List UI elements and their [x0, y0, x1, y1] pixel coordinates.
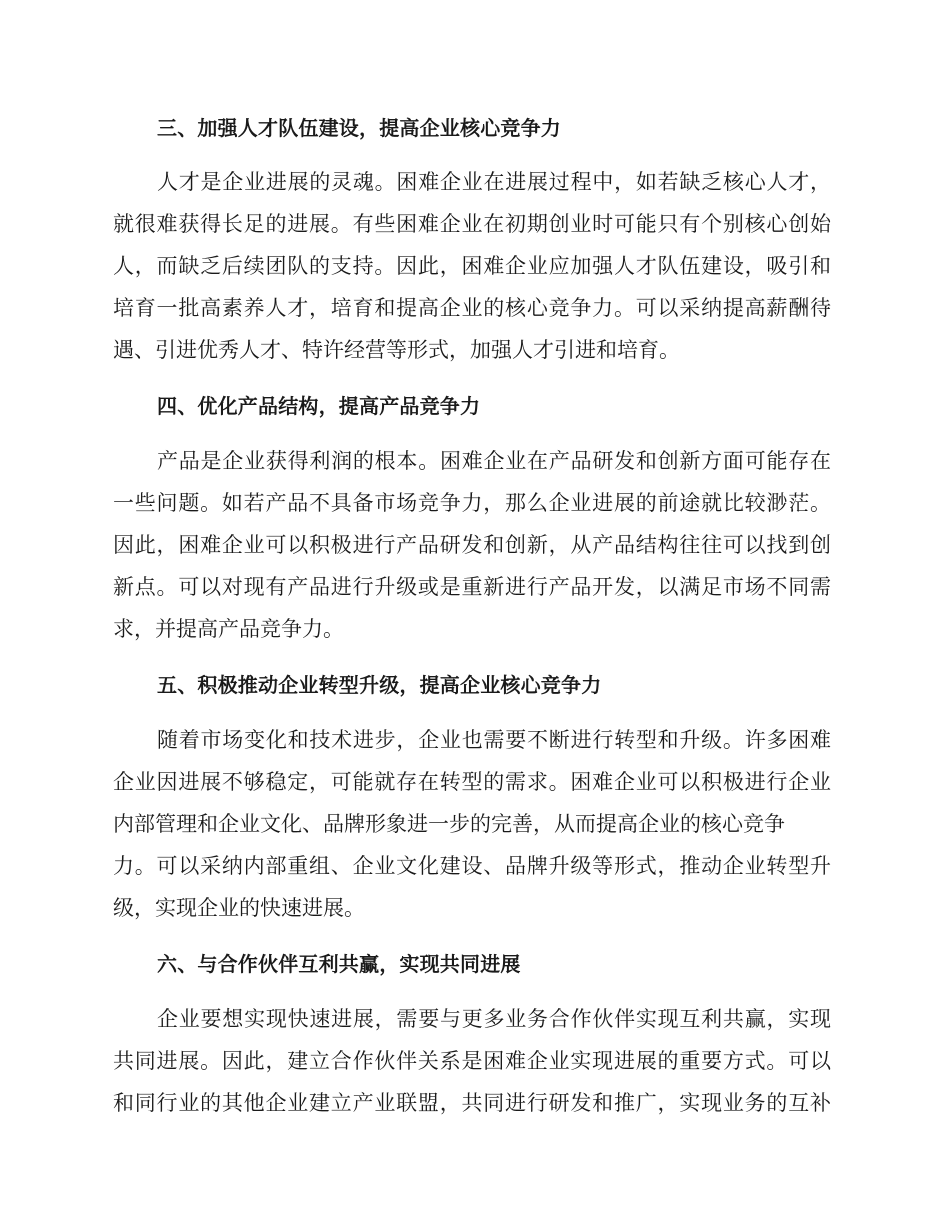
- paragraph-line: 就很难获得长足的进展。有些困难企业在初期创业时可能只有个别核心创始: [113, 212, 831, 236]
- paragraph-line: 培育一批高素养人才，培育和提高企业的核心竞争力。可以采纳提高薪酬待: [113, 296, 831, 320]
- paragraph-line: 力。可以采纳内部重组、企业文化建设、品牌升级等形式，推动企业转型升: [113, 854, 831, 878]
- paragraph-line: 求，并提高产品竞争力。: [113, 617, 344, 641]
- paragraph-line: 和同行业的其他企业建立产业联盟，共同进行研发和推广，实现业务的互补: [113, 1091, 831, 1115]
- paragraph-line: 级，实现企业的快速进展。: [113, 896, 365, 920]
- paragraph-line: 人，而缺乏后续团队的支持。因此，困难企业应加强人才队伍建设，吸引和: [113, 254, 831, 278]
- paragraph-line: 人才是企业进展的灵魂。困难企业在进展过程中，如若缺乏核心人才，: [157, 170, 831, 194]
- paragraph-line: 因此，困难企业可以积极进行产品研发和创新，从产品结构往往可以找到创: [113, 533, 831, 557]
- section-heading-6: 六、与合作伙伴互利共赢，实现共同进展: [157, 952, 521, 976]
- section-heading-3: 三、加强人才队伍建设，提高企业核心竞争力: [157, 116, 561, 140]
- paragraph-line: 新点。可以对现有产品进行升级或是重新进行产品开发，以满足市场不同需: [113, 575, 831, 599]
- paragraph-line: 企业因进展不够稳定，可能就存在转型的需求。困难企业可以积极进行企业: [113, 770, 831, 794]
- paragraph-line: 内部管理和企业文化、品牌形象进一步的完善，从而提高企业的核心竞争: [113, 812, 785, 836]
- paragraph-line: 产品是企业获得利润的根本。困难企业在产品研发和创新方面可能存在: [157, 449, 831, 473]
- section-heading-5: 五、积极推动企业转型升级，提高企业核心竞争力: [157, 673, 602, 697]
- paragraph-line: 一些问题。如若产品不具备市场竞争力，那么企业进展的前途就比较渺茫。: [113, 491, 831, 515]
- section-heading-4: 四、优化产品结构，提高产品竞争力: [157, 394, 481, 418]
- paragraph-line: 随着市场变化和技术进步，企业也需要不断进行转型和升级。许多困难: [157, 728, 831, 752]
- paragraph-line: 遇、引进优秀人才、特许经营等形式，加强人才引进和培育。: [113, 338, 680, 362]
- paragraph-line: 企业要想实现快速进展，需要与更多业务合作伙伴实现互利共赢，实现: [157, 1007, 831, 1031]
- paragraph-line: 共同进展。因此，建立合作伙伴关系是困难企业实现进展的重要方式。可以: [113, 1049, 831, 1073]
